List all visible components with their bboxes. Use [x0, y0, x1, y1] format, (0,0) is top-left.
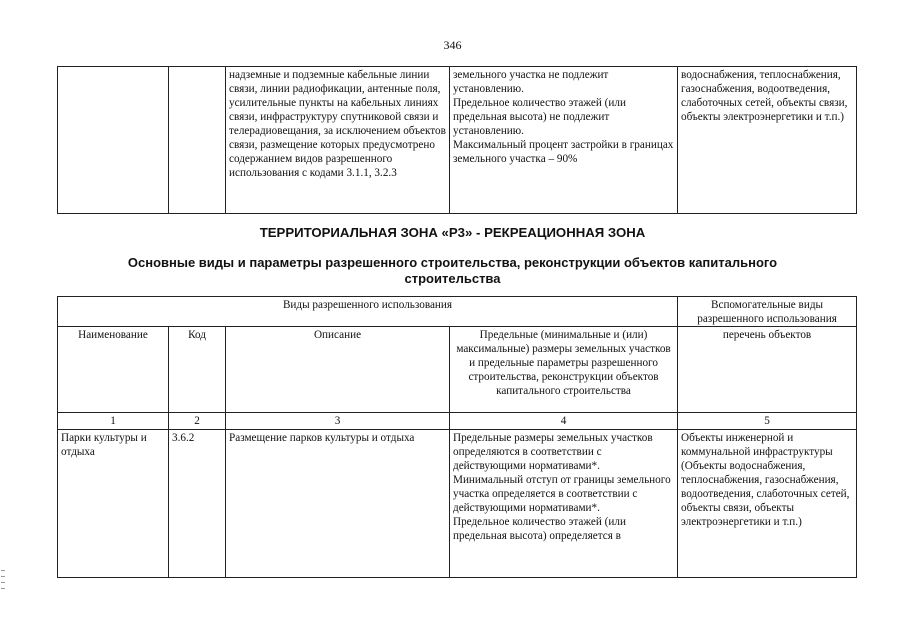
margin-tick — [1, 588, 5, 589]
col-header-parameters: Предельные (минимальные и (или) максимальные) размеры земельных участков и предельные параметры разрешенного строительства, реконструкции объектов капитального строительства — [450, 327, 678, 413]
col-header-object-list: перечень объектов — [678, 327, 857, 413]
col-number: 3 — [226, 413, 450, 430]
page-number: 346 — [443, 38, 462, 52]
table-cell-parameters: земельного участка не подлежит установлению. Предельное количество этажей (или предельная высота) не подлежит установлению. Максимальный процент застройки в границах земельного участка – 90% — [450, 67, 678, 214]
section-heading: Основные виды и параметры разрешенного строительства, реконструкции объектов капитального строительства — [127, 255, 778, 286]
margin-tick — [1, 570, 5, 571]
margin-tick — [1, 582, 5, 583]
table-cell-description: Размещение парков культуры и отдыха — [226, 430, 450, 578]
table-cell-parameters: Предельные размеры земельных участков определяются в соответствии с действующими нормативами*. Минимальный отступ от границы земельного участка определяется в соответствии с действующими нормативами*. Предельное количество этажей (или предельная высота) определяется в — [450, 430, 678, 578]
table-cell-name: Парки культуры и отдыха — [58, 430, 169, 578]
permitted-use-table — [57, 296, 857, 578]
column-header-row — [58, 327, 857, 413]
table-row — [58, 67, 857, 214]
col-number: 5 — [678, 413, 857, 430]
table-cell-description: надземные и подземные кабельные линии связи, линии радиофикации, антенные поля, усилительные пункты на кабельных линиях связи, инфраструктуру спутниковой связи и телерадиовещания, за исключением объектов связи, размещение которых предусмотрено содержанием видов разрешенного использования с кодами 3.1.1, 3.2.3 — [226, 67, 450, 214]
zone-heading: ТЕРРИТОРИАЛЬНАЯ ЗОНА «Р3» - РЕКРЕАЦИОННАЯ ЗОНА — [259, 225, 646, 240]
continued-table — [57, 66, 857, 214]
table-cell-code: 3.6.2 — [169, 430, 226, 578]
col-header-code: Код — [169, 327, 226, 413]
col-number: 4 — [450, 413, 678, 430]
column-number-row — [58, 413, 857, 430]
group-header-row — [58, 297, 857, 327]
table-cell-name — [58, 67, 169, 214]
group-header-permitted-uses: Виды разрешенного использования — [58, 297, 678, 327]
table-cell-auxiliary: водоснабжения, теплоснабжения, газоснабжения, водоотведения, слаботочных сетей, объекты связи, объекты электроэнергетики и т.п.) — [678, 67, 857, 214]
table-cell-auxiliary: Объекты инженерной и коммунальной инфраструктуры (Объекты водоснабжения, теплоснабжения, газоснабжения, водоотведения, слаботочных сетей, объекты связи, объекты электроэнергетики и т.п.) — [678, 430, 857, 578]
table-cell-code — [169, 67, 226, 214]
col-header-description: Описание — [226, 327, 450, 413]
col-number: 1 — [58, 413, 169, 430]
col-header-name: Наименование — [58, 327, 169, 413]
col-number: 2 — [169, 413, 226, 430]
margin-tick — [1, 576, 5, 577]
table-row — [58, 430, 857, 578]
group-header-auxiliary-uses: Вспомогательные виды разрешенного использования — [678, 297, 857, 327]
